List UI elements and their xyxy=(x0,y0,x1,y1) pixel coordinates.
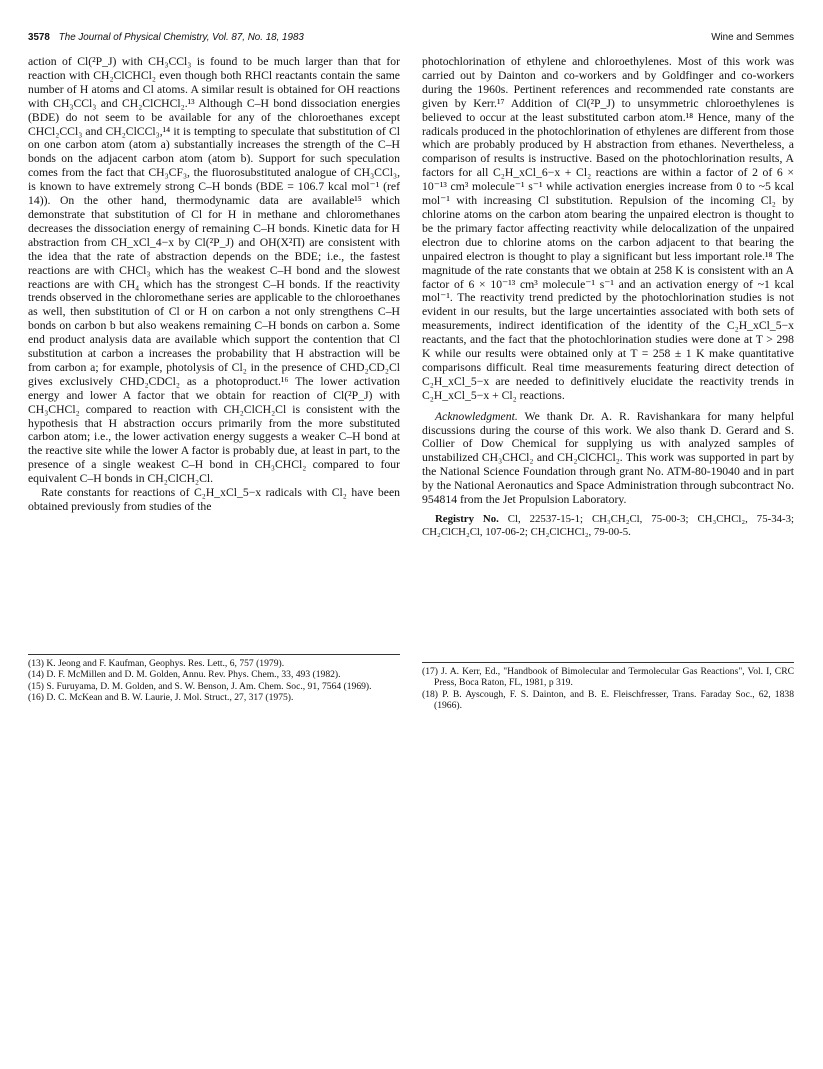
journal-citation: The Journal of Physical Chemistry, Vol. 87, No. 18, 1983 xyxy=(58,32,304,43)
registry-text: Cl, 22537-15-1; CH₃CH₂Cl, 75-00-3; CH₃CHCl₂, 75-34-3; CH₂ClCH₂Cl, 107-06-2; CH₂ClCHCl₂, 79-00-5. xyxy=(422,513,794,539)
acknowledgment-text: We thank Dr. A. R. Ravishankara for many helpful discussions during the course of this work. We also thank D. Gerard and S. Collier of Dow Chemical for supplying us with analyzed samples of unstabilized CH₃CHCl₂ and CH₂ClCHCl₂. This work was supported in part by the National Science Foundation through grant No. ATM-80-19040 and in part by the National Aeronautics and Space Administration through subcontract No. 954814 from the Jet Propulsion Laboratory. xyxy=(422,409,794,507)
acknowledgment xyxy=(422,410,794,507)
footnotes-right xyxy=(422,666,794,711)
left-paragraph-1: action of Cl(²P_J) with CH₃CCl₃ is found to be much larger than that for reaction with CH₂ClCHCl₂ even though both RHCl reactants contain the same number of H atoms and Cl atoms. A similar result is obtained for OH reactions with CH₃CCl₃ and CH₂ClCHCl₂.¹³ Although C–H bond dissociation energies (BDE) do not seem to be available for any of the chloroethanes except CHCl₂CCl₃ and CH₂ClCCl₃,¹⁴ it is tempting to speculate that substitution of Cl on one carbon atom (atom a) substantially increases the strength of the C–H bonds on the adjacent carbon atom (atom b). Support for such speculation comes from the fact that CH₃CF₃, the fluorosubstituted analogue of CH₃CCl₃, is known to have extremely strong C–H bonds (BDE = 106.7 kcal mol⁻¹ (ref 14)). On the other hand, thermodynamic data are available¹⁵ which demonstrate that substitution of Cl for H in methane and chloromethanes decreases the dissociation energy of remaining C–H bonds. Kinetic data for H abstraction from CH_xCl_4−x by Cl(²P_J) and OH(X²Π) are consistent with the idea that the rate of abstraction depends on the BDE; i.e., the fastest reactions are with CHCl₃ which has the weakest C–H bond and the slowest reactions are with CH₄ which has the strongest C–H bonds. If the reactivity trends observed in the chloromethane series are applicable to the chloroethanes as well, then substitution of Cl or H on carbon a not only strengthens C–H bonds on carbon b but also weakens remaining C–H bonds on carbon a. Some end product analysis data are available which support the contention that Cl substitution at carbon a increases the probability that H abstraction will be from carbon a; for example, photolysis of Cl₂ in the presence of CHD₂CD₂Cl gives exclusively CHD₂CDCl₂ as a photoproduct.¹⁶ The lower activation energy and lower A factor that we obtain for reaction of Cl(²P_J) with CH₃CHCl₂ compared to reaction with CH₂ClCH₂Cl is consistent with the hypothesis that H abstraction occurs primarily from the more substituted carbon atom; i.e., the lower activation energy suggests a weaker C–H bond at the reactive site while the lower A factor is probably due, at least in part, to the presence of a single weakest C–H bond in CH₃CHCl₂ compared to four equivalent C–H bonds in CH₂ClCH₂Cl. xyxy=(28,55,400,486)
footnote-13: (13) K. Jeong and F. Kaufman, Geophys. Res. Lett., 6, 757 (1979). xyxy=(28,658,285,669)
left-paragraph-2: Rate constants for reactions of C₂H_xCl_5−x radicals with Cl₂ have been obtained previously from studies of the xyxy=(28,486,400,513)
footnote-14: (14) D. F. McMillen and D. M. Golden, Annu. Rev. Phys. Chem., 33, 493 (1982). xyxy=(28,669,341,681)
footnote-18: (18) P. B. Ayscough, F. S. Dainton, and B. E. Fleischfresser, Trans. Faraday Soc., 62, 1838 (1966). xyxy=(422,688,794,711)
footnote-rule-left xyxy=(28,654,400,655)
footnotes-left xyxy=(28,658,400,703)
left-column xyxy=(28,55,400,514)
footnote-15: (15) S. Furuyama, D. M. Golden, and S. W. Benson, J. Am. Chem. Soc., 91, 7564 (1969). xyxy=(28,680,372,692)
footnote-16: (16) D. C. McKean and B. W. Laurie, J. Mol. Struct., 27, 317 (1975). xyxy=(28,691,294,703)
running-authors: Wine and Semmes xyxy=(711,32,794,43)
footnote-17: (17) J. A. Kerr, Ed., "Handbook of Bimolecular and Termolecular Gas Reactions", Vol. I, CRC Press, Boca Raton, FL, 1981, p 319. xyxy=(422,666,794,689)
registry-heading: Registry No. xyxy=(435,513,499,525)
registry-numbers xyxy=(422,513,794,539)
right-column xyxy=(422,55,794,539)
right-paragraph-1: photochlorination of ethylene and chloroethylenes. Most of this work was carried out by Dainton and co-workers and by Goldfinger and co-workers during the 1960s. Pertinent references and recommended rate constants are given by Kerr.¹⁷ Addition of Cl(²P_J) to unsymmetric chloroethylenes is believed to occur at the least substituted carbon atom.¹⁸ Hence, many of the radicals produced in the photochlorination of ethylenes are different from those which are probably produced by H abstraction from ethanes. Nevertheless, a comparison of results is instructive. Based on the photochlorination results, A factors for all C₂H_xCl_6−x + Cl₂ reactions are within a factor of 2 of 6 × 10⁻¹³ cm³ molecule⁻¹ s⁻¹ while activation energies increase from 0 to ~5 kcal mol⁻¹ with increasing Cl substitution. Repulsion of the incoming Cl₂ by chlorine atoms on the carbon atom bearing the unpaired electron is thought to be the primary factor affecting reactivity while delocalization of the unpaired electron due to chlorine atoms on the carbon adjacent to that bearing the unpaired electron is thought to play a significant but less important role.¹⁸ The magnitude of the rate constants that we obtain at 258 K is consistent with an A factor of 6 × 10⁻¹³ cm³ molecule⁻¹ s⁻¹ and an activation energy of ~1 kcal mol⁻¹. The reactivity trend predicted by the photochlorination studies is not evident in our results, but the large uncertainties associated with both sets of measurements, indirect identification of the identity of the C₂H_xCl_5−x reactants, and the fact that the photochlorination studies were done at T > 298 K while our results were obtained only at T = 258 ± 1 K make quantitative comparisons difficult. Real time measurements featuring direct detection of C₂H_xCl_5−x are needed to definitively elucidate the reactivity trends in C₂H_xCl_5−x + Cl₂ reactions. xyxy=(422,55,794,402)
footnote-rule-right xyxy=(422,662,794,663)
page-number: 3578 xyxy=(28,32,50,43)
acknowledgment-heading: Acknowledgment. xyxy=(435,409,518,423)
running-header xyxy=(28,30,794,46)
